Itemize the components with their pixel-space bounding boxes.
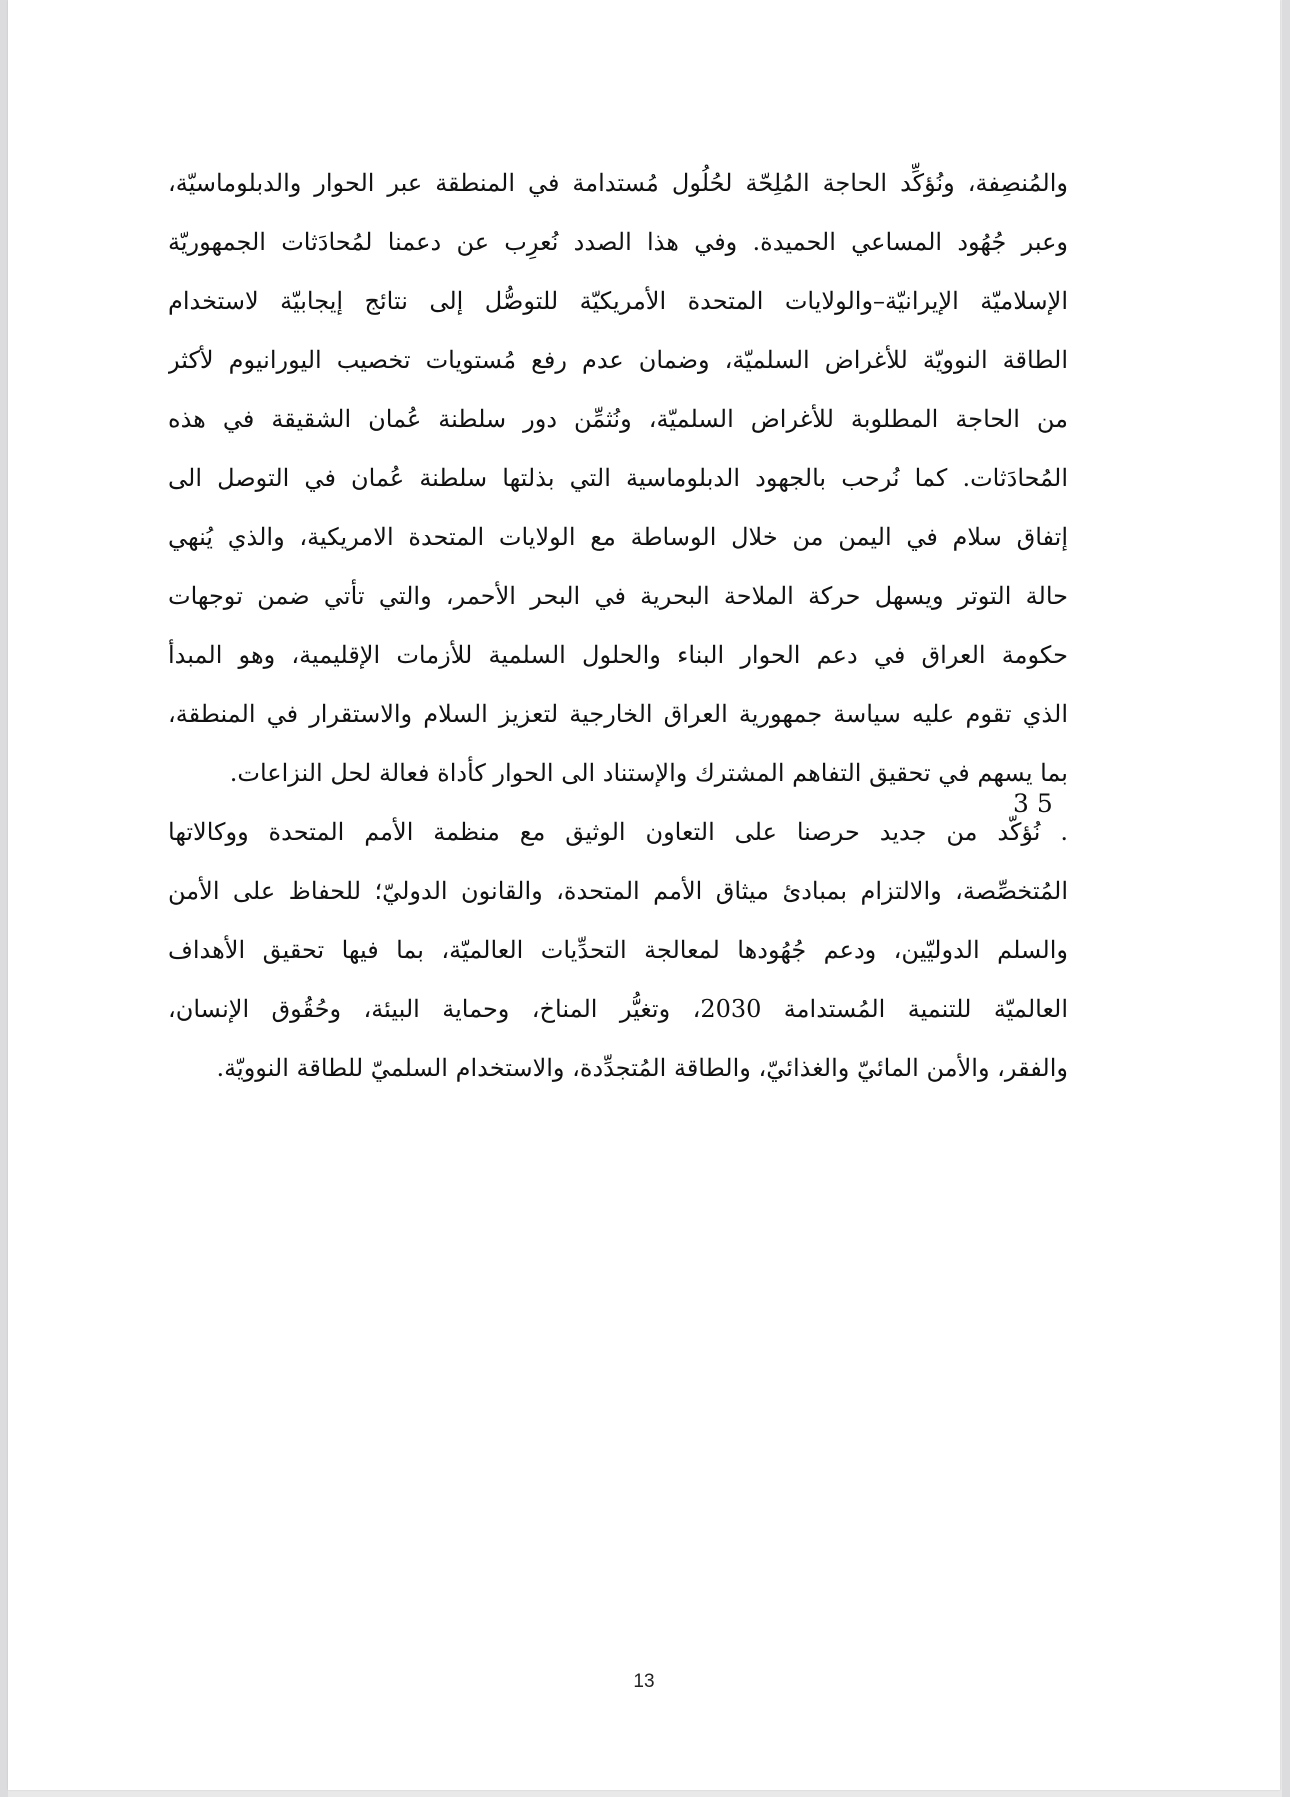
text-line: الذي تقوم عليه سياسة جمهورية العراق الخارجية لتعزيز السلام والاستقرار في المنطقة، [168, 700, 1068, 728]
text-line: الإسلاميّة الإيرانيّة–والولايات المتحدة الأمريكيّة للتوصُّل إلى نتائج إيجابيّة لاستخدام [168, 287, 1068, 315]
item-35-line: المُتخصِّصة، والالتزام بمبادئ ميثاق الأمم المتحدة، والقانون الدوليّ؛ للحفاظ على الأمن [168, 877, 1068, 905]
item-35-line: والفقر، والأمن المائيّ والغذائيّ، والطاقة المُتجدِّدة، والاستخدام السلميّ للطاقة النوويّة. [216, 1054, 1068, 1082]
left-page-edge [0, 0, 8, 1797]
text-line: وعبر جُهُود المساعي الحميدة. وفي هذا الصدد نُعرِب عن دعمنا لمُحادَثات الجمهوريّة [168, 228, 1068, 256]
page-number: 13 [633, 1671, 655, 1692]
text-line: حالة التوتر ويسهل حركة الملاحة البحرية في البحر الأحمر، والتي تأتي ضمن توجهات [168, 582, 1068, 610]
body-text [168, 154, 1068, 1098]
text-line: إتفاق سلام في اليمن من خلال الوساطة مع الولايات المتحدة الامريكية، والذي يُنهي [168, 523, 1068, 551]
text-line: حكومة العراق في دعم الحوار البناء والحلول السلمية للأزمات الإقليمية، وهو المبدأ [168, 641, 1068, 669]
text-line: المُحادَثات. كما نُرحب بالجهود الدبلوماسية التي بذلتها سلطنة عُمان في التوصل الى [168, 464, 1068, 492]
text-line: والمُنصِفة، ونُؤكِّد الحاجة المُلِحّة لحُلُول مُستدامة في المنطقة عبر الحوار والدبلوماسيّة، [168, 169, 1068, 197]
item-35-line: . نُؤكّد من جديد حرصنا على التعاون الوثيق مع منظمة الأمم المتحدة ووكالاتها [168, 818, 1068, 846]
item-35-line: والسلم الدوليّين، ودعم جُهُودها لمعالجة التحدِّيات العالميّة، بما فيها تحقيق الأهداف [168, 936, 1068, 964]
document-page [8, 0, 1280, 1790]
text-line: من الحاجة المطلوبة للأغراض السلميّة، ونُثمِّن دور سلطنة عُمان الشقيقة في هذه [168, 405, 1068, 433]
text-line: الطاقة النوويّة للأغراض السلميّة، وضمان عدم رفع مُستويات تخصيب اليورانيوم لأكثر [168, 346, 1068, 374]
text-line: بما يسهم في تحقيق التفاهم المشترك والإستناد الى الحوار كأداة فعالة لحل النزاعات. [229, 759, 1068, 787]
item-35-line: العالميّة للتنمية المُستدامة 2030، وتغيُّر المناخ، وحماية البيئة، وحُقُوق الإنسان، [168, 995, 1068, 1023]
item-number: 3 5 [1013, 789, 1053, 818]
right-page-edge [1282, 0, 1290, 1797]
